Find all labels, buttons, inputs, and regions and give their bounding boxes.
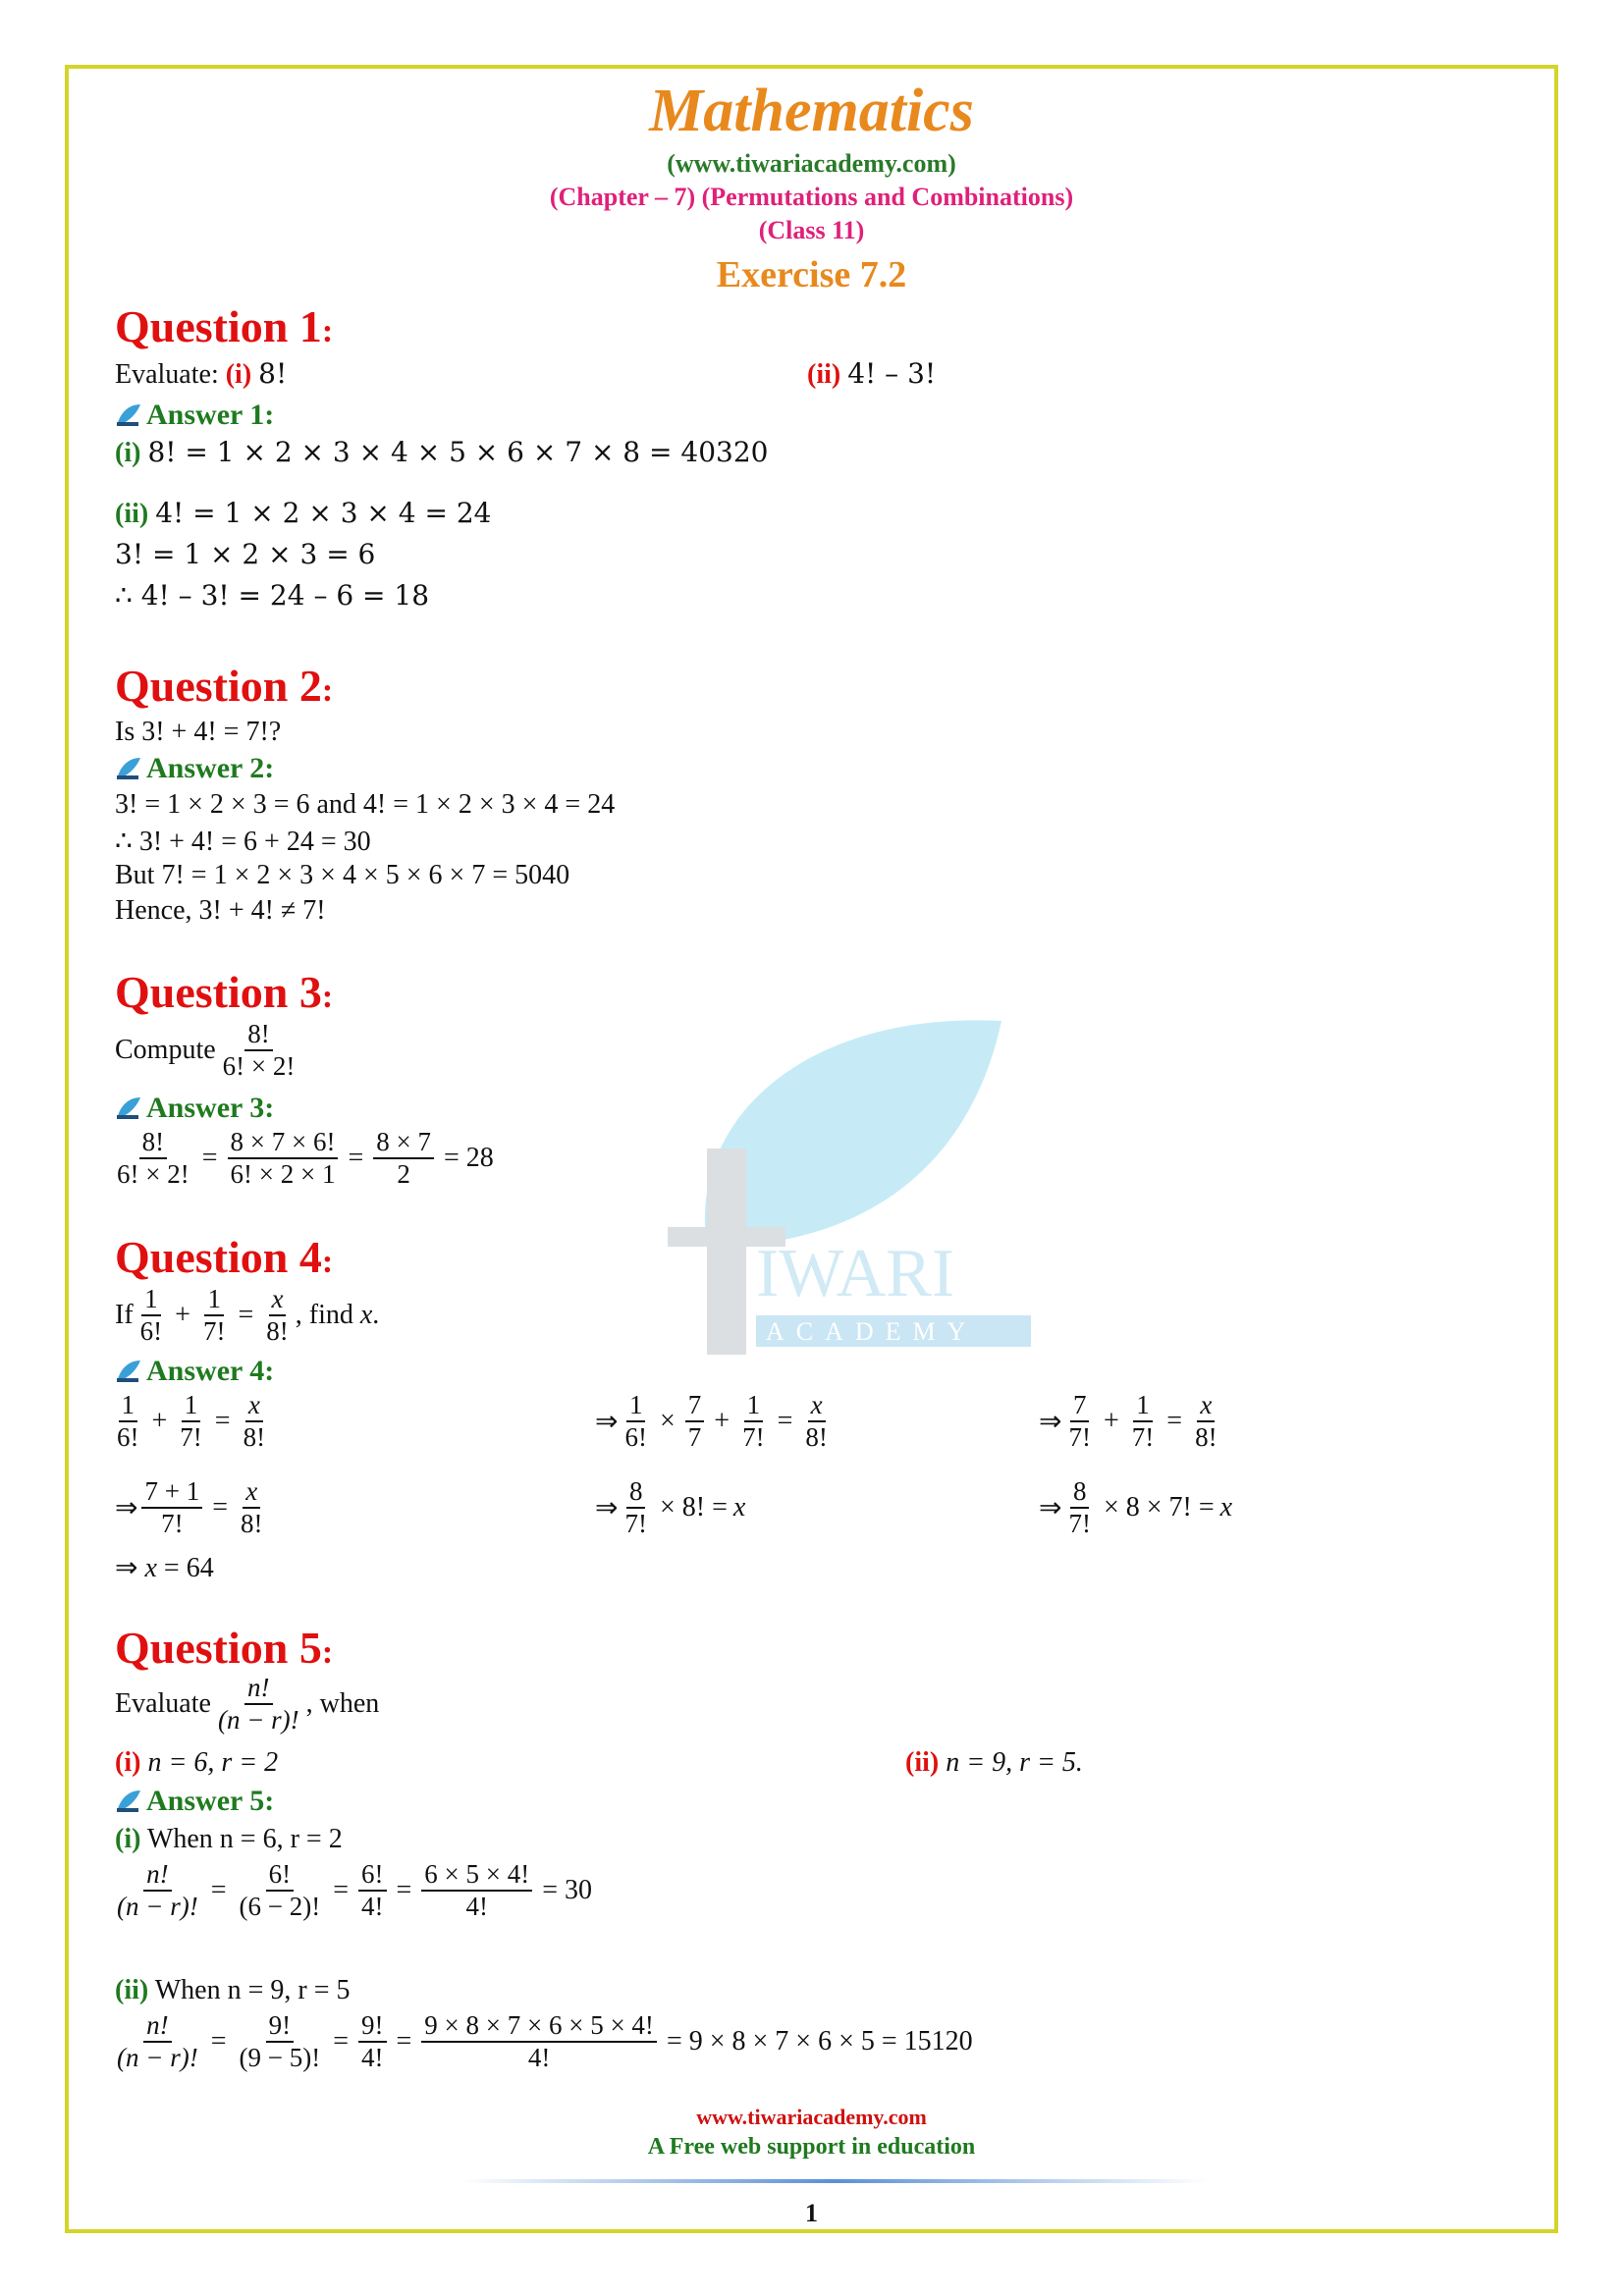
answer-4-step3: ⇒ $\frac{7}{7!}$ + $\frac{1}{7!}$ = $\frac{x}{8!}$ xyxy=(1039,1390,1217,1453)
question-5-part-ii: (ii) n = 9, r = 5. xyxy=(905,1747,1083,1778)
exercise-title: Exercise 7.2 xyxy=(716,254,907,295)
answer-5-i-equation: $\frac{n!}{(n - r)!}$ = $\frac{6!}{(6 - 2)!}$ = $\frac{6!}{4!}$ = $\frac{6 \times 5 \times 4!}{4!}$ = 30 xyxy=(117,1859,593,1922)
answer-1-i: (i) 8! = 1 × 2 × 3 × 4 × 5 × 6 × 7 × 8 = 40320 xyxy=(115,436,769,468)
question-5-title: Question 5: xyxy=(115,1623,334,1673)
leaf-icon xyxy=(705,1020,1001,1247)
answer-2-line1: 3! = 1 × 2 × 3 = 6 and 4! = 1 × 2 × 3 × 4 = 24 xyxy=(115,789,616,820)
answer-2-title: Answer 2: xyxy=(115,752,274,785)
answer-4-result: ⇒ x = 64 xyxy=(115,1553,214,1583)
answer-4-step1: $\frac{1}{6!}$ + $\frac{1}{7!}$ = $\frac{x}{8!}$ xyxy=(117,1390,266,1453)
answer-4-step2: ⇒ $\frac{1}{6!}$ × $\frac{7}{7}$ + $\frac{1}{7!}$ = $\frac{x}{8!}$ xyxy=(595,1390,828,1453)
answer-2-line3: But 7! = 1 × 2 × 3 × 4 × 5 × 6 × 7 = 5040 xyxy=(115,860,570,890)
question-4-title: Question 4: xyxy=(115,1232,334,1282)
footer-site-link[interactable]: www.tiwariacademy.com xyxy=(696,2105,927,2129)
pen-icon xyxy=(115,1095,142,1121)
answer-1-title: Answer 1: xyxy=(115,399,274,432)
answer-4-step6: ⇒ $\frac{8}{7!}$ × 8 × 7! = x xyxy=(1039,1476,1233,1539)
footer-divider xyxy=(461,2179,1208,2183)
page-number: 1 xyxy=(805,2199,818,2227)
watermark-brand: IWARI xyxy=(756,1236,955,1311)
answer-1-ii-line2: 3! = 1 × 2 × 3 = 6 xyxy=(115,538,376,570)
question-3-prompt: Compute $\frac{8!}{6! \times 2!}$ xyxy=(115,1019,301,1082)
site-url[interactable]: (www.tiwariacademy.com) xyxy=(667,149,956,178)
class-label: (Class 11) xyxy=(758,216,865,244)
question-5-part-i: (i) n = 6, r = 2 xyxy=(115,1747,279,1778)
tiwari-watermark xyxy=(648,1001,1041,1374)
t-stem xyxy=(707,1148,746,1355)
question-2-title: Question 2: xyxy=(115,661,334,711)
answer-5-ii-equation: $\frac{n!}{(n - r)!}$ = $\frac{9!}{(9 - 5)!}$ = $\frac{9!}{4!}$ = $\frac{9 \times 8 \times 7 \times 6 \times 5 \times 4!}{4!}$ = 9 × 8 × 7 × 6 × 5 = 15120 xyxy=(117,2010,973,2073)
question-5-prompt: Evaluate $\frac{n!}{(n - r)!}$ , when xyxy=(115,1673,380,1735)
pen-icon xyxy=(115,756,142,781)
question-1-part-ii: (ii) 4! – 3! xyxy=(807,357,937,390)
question-2-prompt: Is 3! + 4! = 7!? xyxy=(115,717,282,747)
answer-4-title: Answer 4: xyxy=(115,1355,274,1388)
pen-icon xyxy=(115,1359,142,1384)
question-1-prompt: Evaluate: (i) 8! xyxy=(115,357,288,390)
footer-tagline: A Free web support in education xyxy=(647,2134,976,2160)
answer-4-step5: ⇒ $\frac{8}{7!}$ × 8! = x xyxy=(595,1476,746,1539)
answer-1-ii-line1: (ii) 4! = 1 × 2 × 3 × 4 = 24 xyxy=(115,497,492,529)
fraction: $\frac{8!}{6! \times 2!}$ xyxy=(222,1019,296,1082)
answer-1-ii-line3: ∴ 4! – 3! = 24 – 6 = 18 xyxy=(115,579,430,612)
answer-5-i-when: (i) When n = 6, r = 2 xyxy=(115,1824,343,1854)
answer-5-title: Answer 5: xyxy=(115,1785,274,1818)
answer-2-line2: ∴ 3! + 4! = 6 + 24 = 30 xyxy=(115,827,371,857)
watermark-sub: ACADEMY xyxy=(766,1317,978,1346)
answer-3-equation: $\frac{8!}{6! \times 2!}$ = $\frac{8 \times 7 \times 6!}{6! \times 2 \times 1}$ = $\frac{8 \times 7}{2}$ = 28 xyxy=(117,1127,494,1190)
question-1-title: Question 1: xyxy=(115,301,334,351)
page-title: Mathematics xyxy=(649,78,974,144)
question-3-title: Question 3: xyxy=(115,967,334,1017)
answer-5-ii-when: (ii) When n = 9, r = 5 xyxy=(115,1975,351,2005)
answer-3-title: Answer 3: xyxy=(115,1092,274,1125)
answer-2-line4: Hence, 3! + 4! ≠ 7! xyxy=(115,895,326,926)
question-4-prompt: If $\frac{1}{6!}$ + $\frac{1}{7!}$ = $\frac{x}{8!}$ , find x . xyxy=(115,1284,380,1347)
answer-4-step4: ⇒ $\frac{7 + 1}{7!}$ = $\frac{x}{8!}$ xyxy=(115,1476,263,1539)
chapter-label: (Chapter – 7) (Permutations and Combinations) xyxy=(549,183,1074,211)
pen-icon xyxy=(115,402,142,428)
pen-icon xyxy=(115,1789,142,1814)
